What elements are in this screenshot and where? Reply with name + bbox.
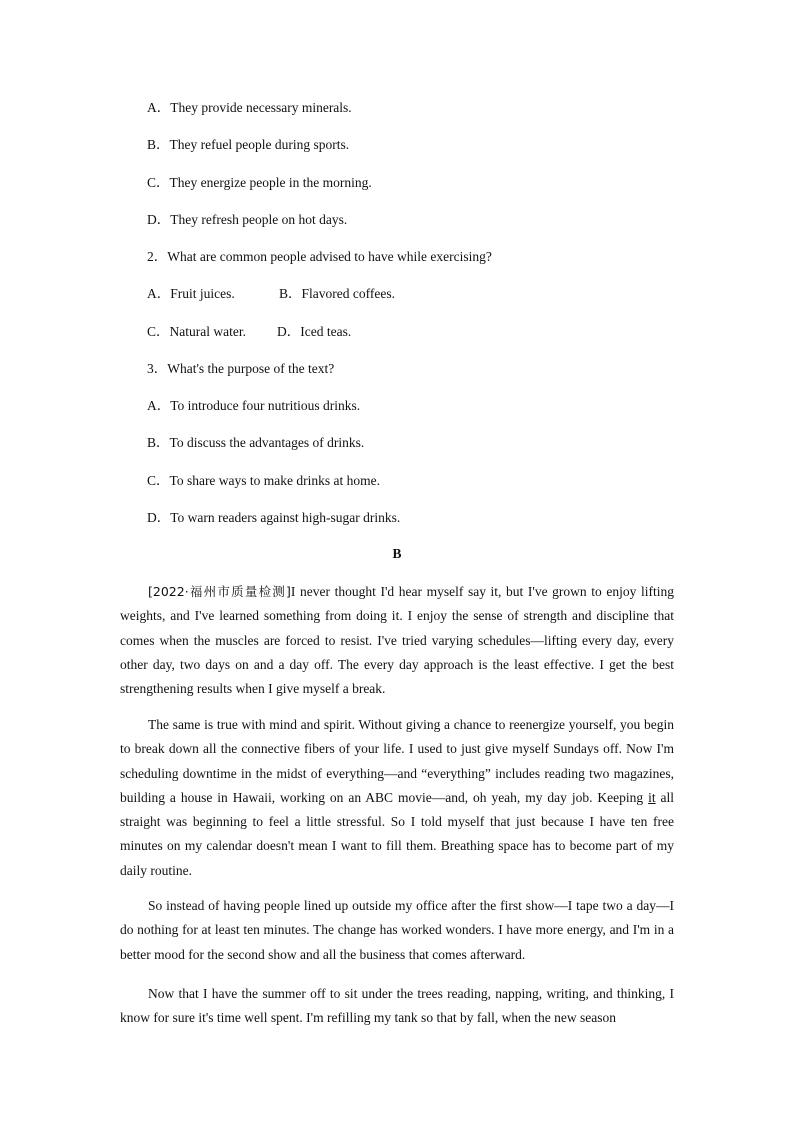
option-text: They refuel people during sports. [169,137,350,152]
option-letter: B． [279,286,302,301]
paragraph-text: So instead of having people lined up outside my office after the first show—I tape two a day—I do nothing for at least ten minutes. The change has worked wonders. I have more energy, and I'm in a better mood for the second show and all the business that comes afterward. [120,898,674,962]
q3-option-c [147,473,380,489]
q3-stem: 3．What's the purpose of the text? [147,361,335,376]
q2-option-c [147,324,277,340]
passage-paragraph-2 [120,713,674,883]
option-text: To introduce four nutritious drinks. [170,398,361,413]
q3-option-d [147,510,400,526]
option-letter: D． [147,510,171,525]
option-text: To share ways to make drinks at home. [169,473,381,488]
option-text: They energize people in the morning. [169,175,372,190]
section-title: B [392,546,402,561]
option-text: They provide necessary minerals. [170,100,352,115]
option-text: Fruit juices. [170,286,235,301]
passage-paragraph-1 [120,580,674,701]
q3-option-b [147,435,364,451]
source-tag: [2022·福州市质量检测] [148,584,291,599]
option-text: Flavored coffees. [301,286,395,301]
underlined-word: it [648,789,656,805]
option-letter: A． [147,286,171,301]
q2-option-d [277,324,351,340]
option-letter: C． [147,175,170,190]
option-text: Iced teas. [300,324,352,339]
option-text: To discuss the advantages of drinks. [169,435,365,450]
q1-option-b [147,137,349,153]
q2-option-a [147,286,279,302]
q2-stem: 2．What are common people advised to have while exercising? [147,249,492,264]
passage-paragraph-3 [120,894,674,967]
q2-option-b [279,286,395,302]
option-letter: B． [147,137,170,152]
option-letter: C． [147,473,170,488]
q2-options-row-2 [147,324,351,340]
option-letter: B． [147,435,170,450]
paragraph-text: all straight was beginning to feel a little stressful. So I told myself that just because I have ten free minutes on my calendar doesn't mean I want to fill them. Breathing space has to become part of my daily routine. [120,789,675,878]
passage-paragraph-4 [120,982,674,1031]
option-letter: D． [147,212,171,227]
q1-option-d [147,212,347,228]
option-text: To warn readers against high-sugar drinks. [170,510,401,525]
paragraph-text: The same is true with mind and spirit. Without giving a chance to reenergize yourself, you begin to break down all the connective fibers of your life. I used to just give myself Sundays off. Now I'm scheduling downtime in the midst of everything—and “everything” includes reading two magazines, building a house in Hawaii, working on an ABC movie—and, oh yeah, my day job. Keeping [120,717,674,805]
q1-option-c [147,175,372,191]
option-letter: C． [147,324,170,339]
option-letter: A． [147,100,171,115]
q3-option-a [147,398,360,414]
paragraph-text: Now that I have the summer off to sit under the trees reading, napping, writing, and thinking, I know for sure it's time well spent. I'm refilling my tank so that by fall, when the new season [120,986,674,1026]
option-text: Natural water. [169,324,246,339]
option-text: They refresh people on hot days. [170,212,348,227]
q1-option-a [147,100,352,116]
option-letter: A． [147,398,171,413]
q2-options-row-1 [147,286,395,302]
paragraph-text: I never thought I'd hear myself say it, but I've grown to enjoy lifting weights, and I've learned something from doing it. I enjoy the sense of strength and discipline that comes when the muscles are forced to resist. I've tried varying schedules—lifting every day, every other day, two days on and a day off. The every day approach is the least effective. I get the best strengthening results when I give myself a break. [120,584,674,697]
option-letter: D． [277,324,301,339]
